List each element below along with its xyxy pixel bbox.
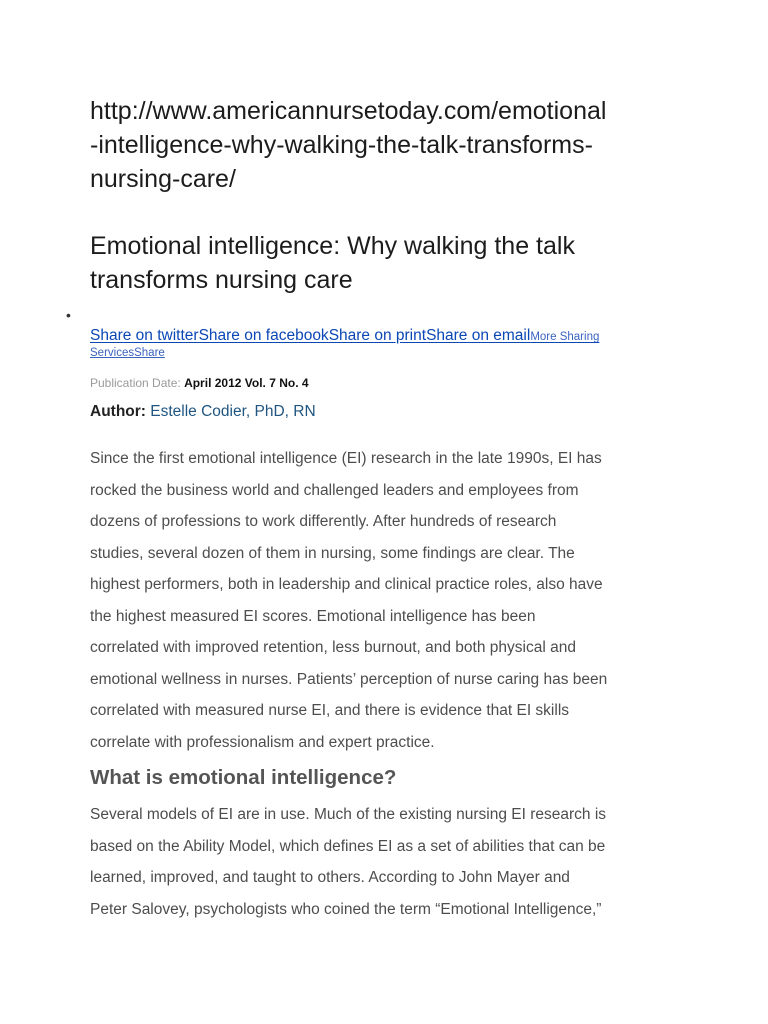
intro-paragraph-line: dozens of professions to work differently. After hundreds of research xyxy=(90,513,557,530)
section-paragraph-line: learned, improved, and taught to others. According to John Mayer and xyxy=(90,869,570,886)
share-print-link[interactable]: Share on print xyxy=(328,327,427,344)
publication-date-label: Publication Date: xyxy=(90,376,185,390)
more-sharing-services-link[interactable]: Services xyxy=(90,347,135,359)
share-email-link[interactable]: Share on email xyxy=(426,327,531,344)
source-url-line-2: -intelligence-why-walking-the-talk-transforms- xyxy=(90,131,593,159)
share-link[interactable]: Share xyxy=(134,347,165,359)
share-links xyxy=(90,327,599,345)
section-heading: What is emotional intelligence? xyxy=(90,766,397,789)
source-url-line-3: nursing-care/ xyxy=(90,165,236,193)
publication-date xyxy=(90,376,309,390)
author-label: Author: xyxy=(90,403,151,420)
intro-paragraph-line: the highest measured EI scores. Emotional intelligence has been xyxy=(90,608,536,625)
section-paragraph-line: Peter Salovey, psychologists who coined the term “Emotional Intelligence,” xyxy=(90,901,602,918)
intro-paragraph-line: Since the first emotional intelligence (EI) research in the late 1990s, EI has xyxy=(90,450,602,467)
share-twitter-link[interactable]: Share on twitter xyxy=(90,327,199,344)
section-paragraph-line: based on the Ability Model, which defines EI as a set of abilities that can be xyxy=(90,838,606,855)
section-paragraph-line: Several models of EI are in use. Much of the existing nursing EI research is xyxy=(90,806,607,823)
more-sharing-link[interactable]: More Sharing xyxy=(530,331,600,343)
intro-paragraph-line: studies, several dozen of them in nursing, some findings are clear. The xyxy=(90,545,575,562)
author-name: Estelle Codier, PhD, RN xyxy=(150,403,316,420)
list-bullet: • xyxy=(66,307,71,323)
author-line xyxy=(90,403,316,421)
intro-paragraph-line: correlated with measured nurse EI, and there is evidence that EI skills xyxy=(90,702,570,719)
intro-paragraph-line: emotional wellness in nurses. Patients’ perception of nurse caring has been xyxy=(90,671,608,688)
intro-paragraph-line: rocked the business world and challenged leaders and employees from xyxy=(90,482,579,499)
publication-date-value: April 2012 Vol. 7 No. 4 xyxy=(184,376,309,390)
intro-paragraph-line: highest performers, both in leadership and clinical practice roles, also have xyxy=(90,576,603,593)
source-url-line-1: http://www.americannursetoday.com/emotional xyxy=(90,97,607,125)
intro-paragraph-line: correlate with professionalism and expert practice. xyxy=(90,734,435,751)
article-title-line-1: Emotional intelligence: Why walking the talk xyxy=(90,232,575,260)
intro-paragraph-line: correlated with improved retention, less burnout, and both physical and xyxy=(90,639,576,656)
share-links-continued xyxy=(90,347,165,359)
share-facebook-link[interactable]: Share on facebook xyxy=(198,327,329,344)
article-title-line-2: transforms nursing care xyxy=(90,266,353,294)
